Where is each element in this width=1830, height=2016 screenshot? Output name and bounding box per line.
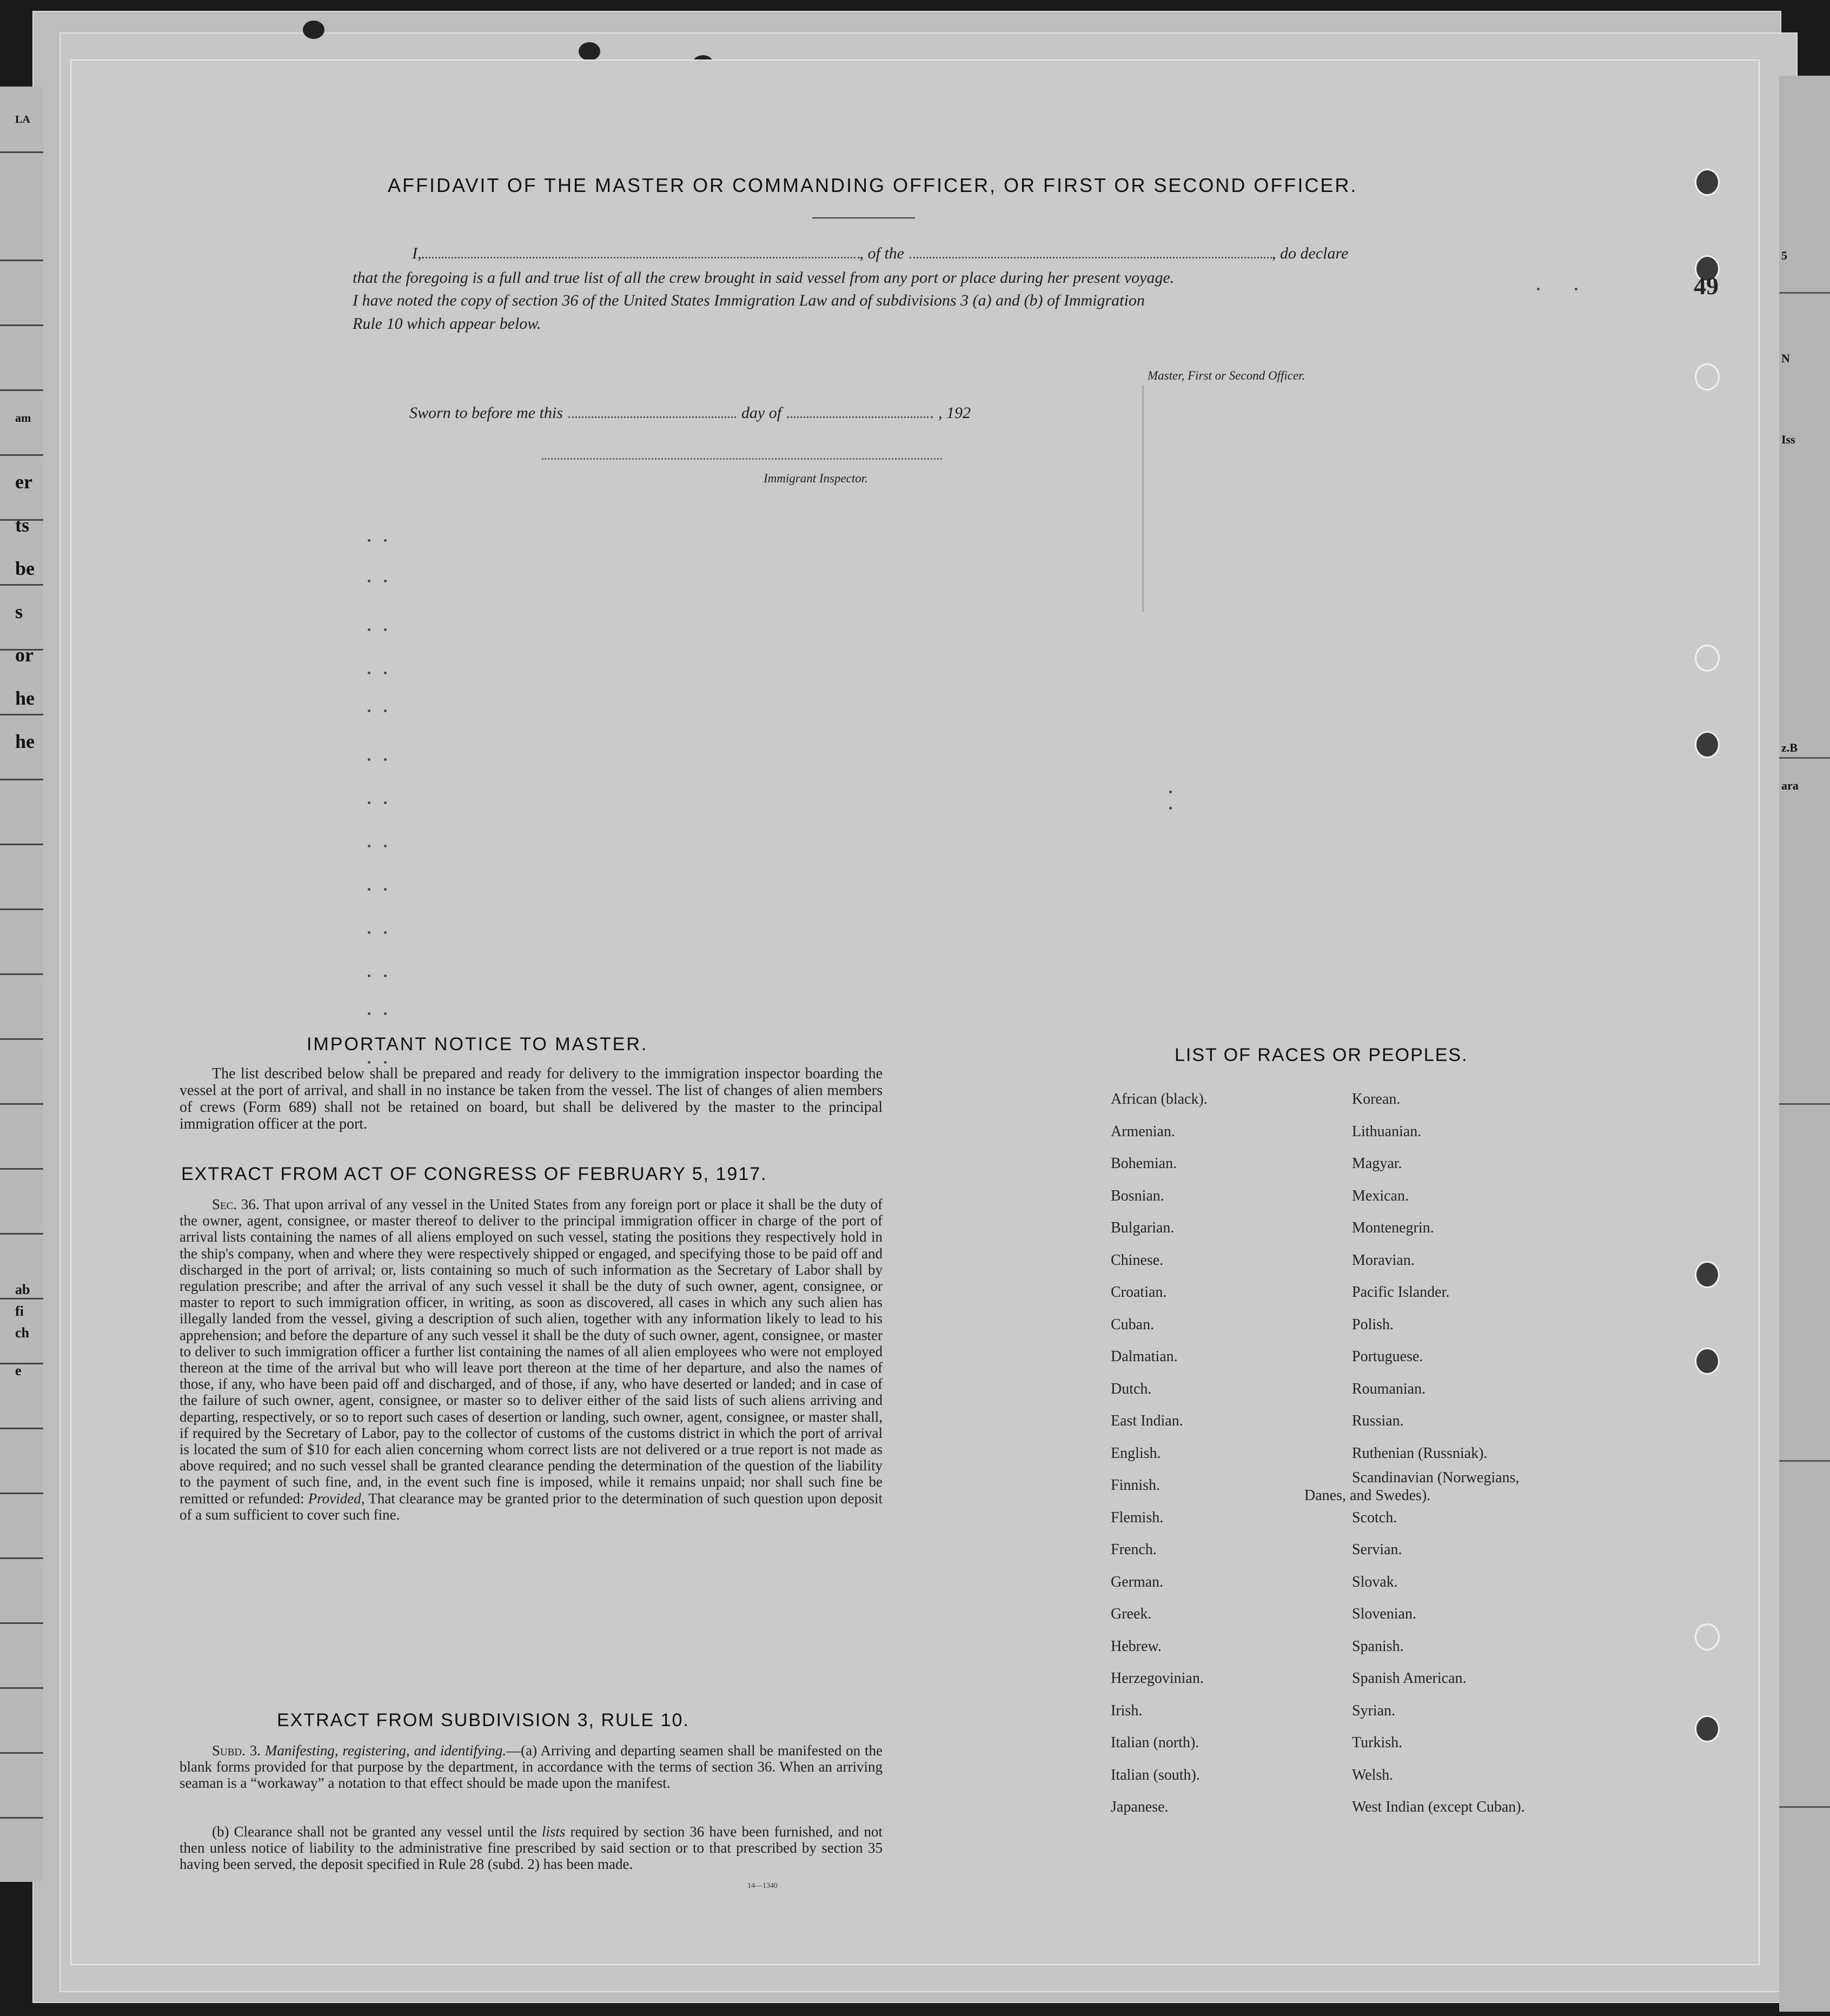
act-body: That upon arrival of any vessel in the United States from any foreign port or place it shall be the duty of the owner, agent, consignee, or master thereof to deliver to the principal immigration officer in charge of the port of arrival lists containing the names of all aliens employed on such vessel, stating the positions they respectively hold in the ship's company, when and where they were respectively shipped or engaged, and specifying those to be paid off and discharged in the port of arrival; or, lists containing so much of such information as the Secretary of Labor shall by regulation prescribe; and after the arrival of any such vessel it shall be the duty of such owner, agent, consignee, or master to report to such immigration officer, in writing, as soon as discovered, all cases in which any such alien has illegally landed from the vessel, giving a description of such alien, together with any information likely to lead to his apprehension; and before the departure of any such vessel it shall be the duty of such owner, agent, consignee, or master to deliver to such immigration officer a further list containing the names of all alien employees who were not employed thereon at the time of the arrival but who will leave port thereon at the time of her departure, and also the names of those, if any, who have been paid off and discharged, and of those, if any, who have deserted or landed; and in case of the failure of such owner, agent, consignee, or master so to deliver either of the said lists of such aliens arriving and departing, respectively, or so to report such cases of desertion or landing, such owner, agent, consignee, or master shall, if required by the Secretary of Labor, pay to the collector of customs of the customs district in which the port of arrival is located the sum of $10 for each alien concerning whom correct lists are not delivered or a true report is not made as above required; and no such vessel shall be granted clearance pending the determination of the question of the liability to the payment of such fine, and, in the event such fine is imposed, while it remains unpaid; nor shall such fine be remitted or refunded: (180, 1196, 883, 1507)
subd-label: Subd. 3. (212, 1742, 261, 1759)
margin-fragment: he (15, 731, 35, 752)
binder-hole (1695, 645, 1720, 672)
race-item: Bulgarian. (1111, 1219, 1175, 1236)
notice-body: The list described below shall be prepared and ready for delivery to the immigration inspector boarding the vessel at the port of arrival, and shall in no instance be taken from the vessel. The list of changes of alien members of crews (Form 689) shall not be retained on board, but shall be delivered by the master to the principal immigration officer at the port. (180, 1065, 883, 1132)
sworn-year: , 192 (938, 404, 971, 422)
race-item: Irish. (1111, 1702, 1143, 1719)
race-item: Italian (south). (1111, 1767, 1200, 1783)
race-item: Danes, and Swedes). (1304, 1487, 1431, 1504)
margin-fragment: e (15, 1363, 22, 1378)
margin-fragment: or (15, 644, 34, 666)
declaration-i: I, (412, 244, 422, 262)
margin-fragment: s (15, 601, 23, 622)
race-item: Lithuanian. (1352, 1123, 1422, 1140)
race-item: Russian. (1352, 1412, 1404, 1429)
margin-fragment: he (15, 687, 35, 709)
margin-fragment: am (15, 411, 31, 425)
name-blank (422, 257, 860, 258)
race-item: Montenegrin. (1352, 1219, 1434, 1236)
race-item: Moravian. (1352, 1252, 1415, 1269)
race-item: Welsh. (1352, 1767, 1394, 1783)
binder-hole (303, 21, 324, 39)
race-item: Servian. (1352, 1541, 1402, 1558)
race-item: Spanish American. (1352, 1670, 1467, 1687)
race-item: Croatian. (1111, 1284, 1167, 1301)
race-item: Pacific Islander. (1352, 1284, 1450, 1301)
race-item: Magyar. (1352, 1155, 1402, 1172)
races-heading: LIST OF RACES OR PEOPLES. (1175, 1045, 1468, 1065)
race-item: Spanish. (1352, 1638, 1404, 1655)
race-item: East Indian. (1111, 1412, 1183, 1429)
race-item: Korean. (1352, 1091, 1401, 1108)
race-item: Cuban. (1111, 1316, 1155, 1333)
inspector-label: Immigrant Inspector. (764, 472, 868, 485)
vessel-blank (910, 257, 1272, 258)
race-item: Slovenian. (1352, 1606, 1416, 1622)
act-text (180, 1196, 883, 1523)
race-item: Ruthenian (Russniak). (1352, 1445, 1488, 1462)
binder-hole (1695, 1261, 1720, 1288)
margin-fragment: Iss (1781, 433, 1795, 446)
declaration-text: that the foregoing is a full and true list of all the crew brought in said vessel from any port or place during her present voyage. (353, 269, 1175, 287)
race-item: Greek. (1111, 1606, 1152, 1622)
race-item: Armenian. (1111, 1123, 1175, 1140)
binder-hole (579, 42, 600, 61)
binder-hole (1695, 1348, 1720, 1375)
race-item: African (black). (1111, 1091, 1208, 1108)
signature-box-edge (1142, 385, 1144, 612)
margin-fragment: ara (1781, 779, 1799, 792)
race-item: French. (1111, 1541, 1157, 1558)
race-item: Herzegovinian. (1111, 1670, 1204, 1687)
margin-fragment: be (15, 558, 35, 579)
rule-heading: EXTRACT FROM SUBDIVISION 3, RULE 10. (277, 1710, 689, 1730)
margin-fragment: ts (15, 514, 29, 536)
act-heading: EXTRACT FROM ACT OF CONGRESS OF FEBRUARY 5, 1917. (181, 1164, 767, 1184)
race-item: Scotch. (1352, 1509, 1397, 1526)
race-item: West Indian (except Cuban). (1352, 1799, 1525, 1815)
margin-fragment: 5 (1781, 249, 1787, 262)
margin-fragment: er (15, 471, 32, 493)
sec-label: Sec. 36. (212, 1196, 260, 1212)
race-item: Dalmatian. (1111, 1348, 1178, 1365)
declaration-text: I have noted the copy of section 36 of the United States Immigration Law and of subdivisions 3 (a) and (b) of Immigration (353, 291, 1145, 309)
race-item: Mexican. (1352, 1188, 1409, 1204)
binder-hole (1695, 1715, 1720, 1742)
race-item: Roumanian. (1352, 1381, 1426, 1397)
race-item: Syrian. (1352, 1702, 1396, 1719)
signature-label: Master, First or Second Officer. (1148, 369, 1305, 382)
act-body-end: That clearance may be granted prior to the determination of such question upon deposit of a sum sufficient to cover such fine. (180, 1490, 883, 1523)
declaration-text: Rule 10 which appear below. (353, 315, 541, 333)
binder-hole (1695, 731, 1720, 758)
race-item: Italian (north). (1111, 1734, 1199, 1751)
left-adjacent-page (0, 87, 43, 1882)
form-number: 14—1340 (747, 1882, 778, 1890)
race-item: Bohemian. (1111, 1155, 1177, 1172)
binder-hole (1695, 1623, 1720, 1650)
race-item: Hebrew. (1111, 1638, 1162, 1655)
race-item: Portuguese. (1352, 1348, 1423, 1365)
page-number: 49 (1694, 272, 1719, 300)
sworn-prefix: Sworn to before me this (409, 404, 563, 422)
binder-hole (1695, 169, 1720, 196)
day-blank (568, 416, 736, 418)
margin-fragment: LA (15, 114, 30, 125)
rule-b-pre: (b) Clearance shall not be granted any vessel until the (212, 1823, 537, 1840)
declaration-of-the: , of the (859, 244, 904, 262)
race-item: Dutch. (1111, 1381, 1152, 1397)
race-item: Slovak. (1352, 1574, 1398, 1590)
sworn-day: day of (741, 404, 782, 422)
separator (812, 217, 915, 218)
binder-hole (1695, 363, 1720, 390)
margin-fragment: fi (15, 1303, 24, 1319)
race-item: Turkish. (1352, 1734, 1403, 1751)
affidavit-heading: AFFIDAVIT OF THE MASTER OR COMMANDING OFFICER, OR FIRST OR SECOND OFFICER. (388, 174, 1358, 196)
rule-b-text (180, 1823, 883, 1872)
rule-a-text (180, 1742, 883, 1791)
month-blank (787, 416, 933, 418)
notice-text (180, 1065, 883, 1132)
subd-title: Manifesting, registering, and identifying. (264, 1742, 507, 1759)
declaration-line (412, 244, 1348, 263)
margin-fragment: ch (15, 1325, 29, 1341)
sworn-line (409, 404, 971, 422)
race-item: Chinese. (1111, 1252, 1164, 1269)
rule-b-post: required by section 36 have been furnished, and not then unless notice of liability to the administrative fine prescribed by said section or to that prescribed by section 35 having been served, the deposit specified in Rule 28 (subd. 2) has been made. (180, 1823, 883, 1872)
margin-fragment: ab (15, 1282, 30, 1297)
race-item: German. (1111, 1574, 1164, 1590)
rule-b-lists: lists (541, 1823, 566, 1840)
act-provided: Provided, (308, 1490, 365, 1507)
declaration-declare: , do declare (1272, 244, 1349, 262)
race-item: Bosnian. (1111, 1188, 1164, 1204)
race-item: English. (1111, 1445, 1161, 1462)
margin-fragment: N (1781, 352, 1790, 365)
race-item: Flemish. (1111, 1509, 1164, 1526)
race-item: Polish. (1352, 1316, 1394, 1333)
race-item: Japanese. (1111, 1799, 1169, 1815)
margin-fragment: z.B (1781, 741, 1798, 754)
notice-heading: IMPORTANT NOTICE TO MASTER. (307, 1034, 648, 1055)
race-item: Scandinavian (Norwegians, (1352, 1469, 1520, 1486)
rule-a-body: —(a) Arriving and departing seamen shall be manifested on the blank forms provided for that purpose by the department, in accordance with the terms of section 36. When an arriving seaman is a “workaway” a notation to that effect should be made upon the manifest. (180, 1742, 883, 1791)
manifest-page (70, 59, 1760, 1965)
inspector-signature-blank (542, 458, 942, 460)
race-item: Finnish. (1111, 1477, 1161, 1494)
right-adjacent-page (1779, 76, 1830, 2012)
